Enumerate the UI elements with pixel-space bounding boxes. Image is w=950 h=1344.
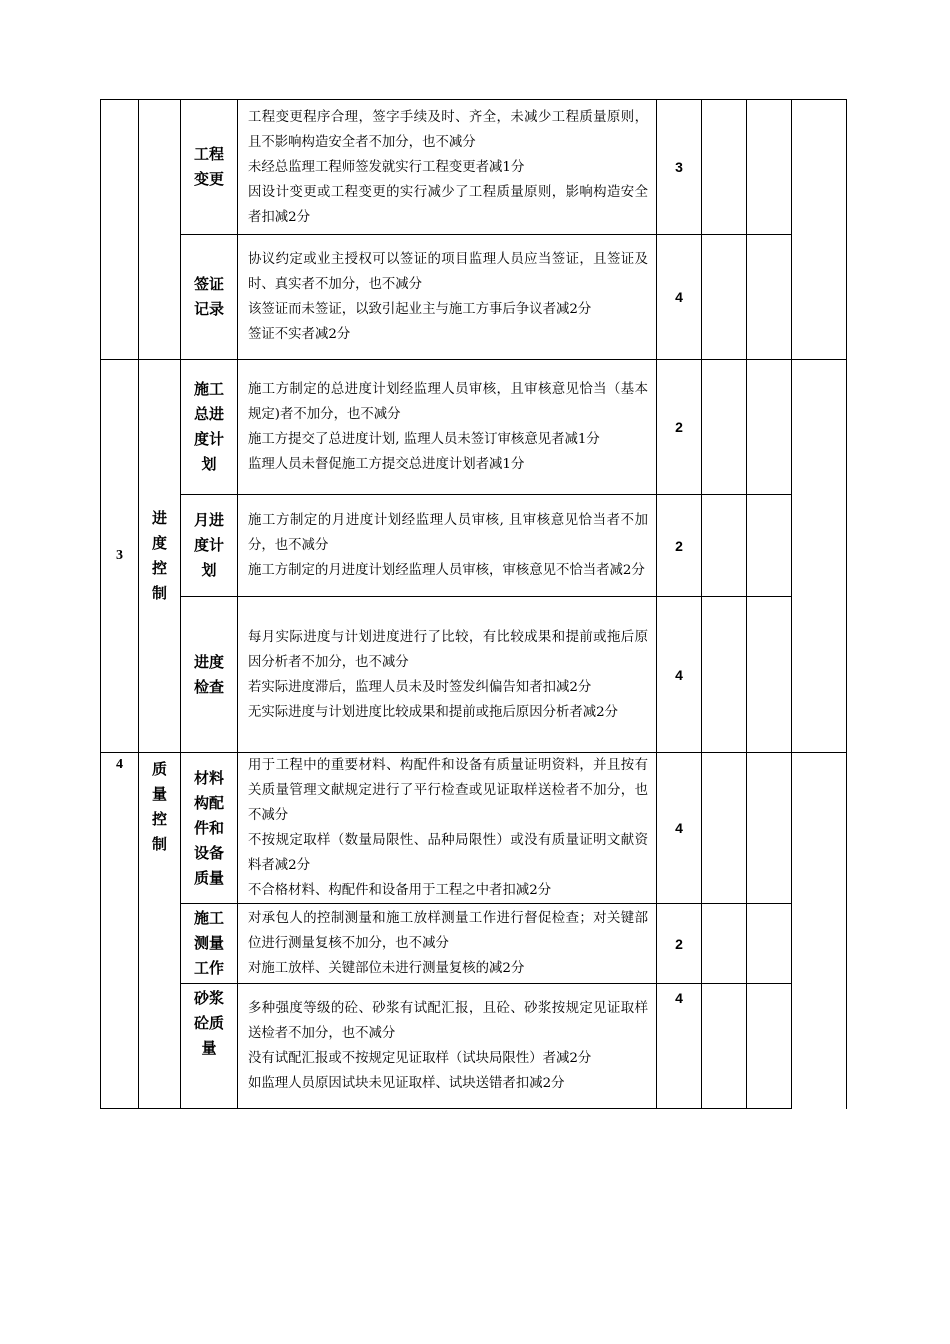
item-name-cell: 月进 度计 划	[181, 495, 238, 597]
criteria-cell: 用于工程中的重要材料、构配件和设备有质量证明资料，并且按有关质量管理文献规定进行了平行检查或见证取样送检者不加分，也不减分 不按规定取样（数量局限性、品种局限性）或没有质量证明文献资料者减2分 不合格材料、构配件和设备用于工程之中者扣减2分	[238, 753, 657, 904]
table-row	[101, 100, 847, 235]
standard-score-cell: 4	[657, 753, 702, 904]
empty-cell	[702, 753, 747, 904]
empty-cell	[702, 235, 747, 360]
empty-cell	[747, 360, 792, 495]
criteria-cell: 多种强度等级的砼、砂浆有试配汇报，且砼、砂浆按规定见证取样送检者不加分，也不减分 没有试配汇报或不按规定见证取样（试块局限性）者减2分 如监理人员原因试块未见证取样、试块送错者扣减2分	[238, 984, 657, 1109]
empty-cell	[792, 360, 847, 753]
empty-cell	[792, 100, 847, 360]
section-category-cell: 进 度 控 制	[139, 360, 181, 753]
empty-cell	[702, 984, 747, 1109]
empty-cell	[702, 495, 747, 597]
evaluation-table	[100, 99, 847, 1109]
table-row	[101, 904, 847, 984]
section-number-cell: 4	[101, 753, 139, 1109]
section-number-cell: 3	[101, 360, 139, 753]
section-category-cell: 质 量 控 制	[139, 753, 181, 1109]
standard-score-cell: 4	[657, 235, 702, 360]
evaluation-table-page	[100, 99, 846, 1109]
section-category-cell	[139, 100, 181, 360]
empty-cell	[747, 100, 792, 235]
empty-cell	[747, 904, 792, 984]
item-name-cell: 进度 检查	[181, 597, 238, 753]
item-name-cell: 施工 总进 度计 划	[181, 360, 238, 495]
empty-cell	[747, 984, 792, 1109]
criteria-cell: 施工方制定的总进度计划经监理人员审核，且审核意见恰当（基本规定)者不加分，也不减分 施工方提交了总进度计划, 监理人员未签订审核意见者减1分 监理人员未督促施工方提交总进度计划者减1分	[238, 360, 657, 495]
empty-cell	[702, 360, 747, 495]
empty-cell	[702, 904, 747, 984]
table-row	[101, 597, 847, 753]
standard-score-cell: 4	[657, 984, 702, 1109]
criteria-cell: 对承包人的控制测量和施工放样测量工作进行督促检查；对关键部位进行测量复核不加分，也不减分 对施工放样、关键部位未进行测量复核的减2分	[238, 904, 657, 984]
empty-cell	[747, 753, 792, 904]
criteria-cell: 每月实际进度与计划进度进行了比较，有比较成果和提前或拖后原因分析者不加分，也不减分 若实际进度滞后，监理人员未及时签发纠偏告知者扣减2分 无实际进度与计划进度比较成果和提前或拖后原因分析者减2分	[238, 597, 657, 753]
standard-score-cell: 4	[657, 597, 702, 753]
section-number-cell	[101, 100, 139, 360]
item-name-cell: 材料 构配 件和 设备 质量	[181, 753, 238, 904]
criteria-cell: 协议约定或业主授权可以签证的项目监理人员应当签证，且签证及时、真实者不加分，也不减分 该签证而未签证，以致引起业主与施工方事后争议者减2分 签证不实者减2分	[238, 235, 657, 360]
item-name-cell: 工程 变更	[181, 100, 238, 235]
table-row	[101, 753, 847, 904]
empty-cell	[702, 597, 747, 753]
empty-cell	[702, 100, 747, 235]
standard-score-cell: 2	[657, 904, 702, 984]
standard-score-cell: 2	[657, 495, 702, 597]
item-name-cell: 施工 测量 工作	[181, 904, 238, 984]
empty-cell	[747, 235, 792, 360]
standard-score-cell: 2	[657, 360, 702, 495]
empty-cell	[747, 495, 792, 597]
empty-cell	[747, 597, 792, 753]
item-name-cell: 签证 记录	[181, 235, 238, 360]
criteria-cell: 施工方制定的月进度计划经监理人员审核, 且审核意见恰当者不加分，也不减分 施工方制定的月进度计划经监理人员审核，审核意见不恰当者减2分	[238, 495, 657, 597]
table-row	[101, 360, 847, 495]
table-row	[101, 495, 847, 597]
empty-cell	[792, 753, 847, 1109]
table-row	[101, 235, 847, 360]
item-name-cell: 砂浆 砼质 量	[181, 984, 238, 1109]
table-row	[101, 984, 847, 1109]
standard-score-cell: 3	[657, 100, 702, 235]
criteria-cell: 工程变更程序合理，签字手续及时、齐全，未减少工程质量原则，且不影响构造安全者不加分，也不减分 未经总监理工程师签发就实行工程变更者减1分 因设计变更或工程变更的实行减少了工程质量原则，影响构造安全者扣减2分	[238, 100, 657, 235]
